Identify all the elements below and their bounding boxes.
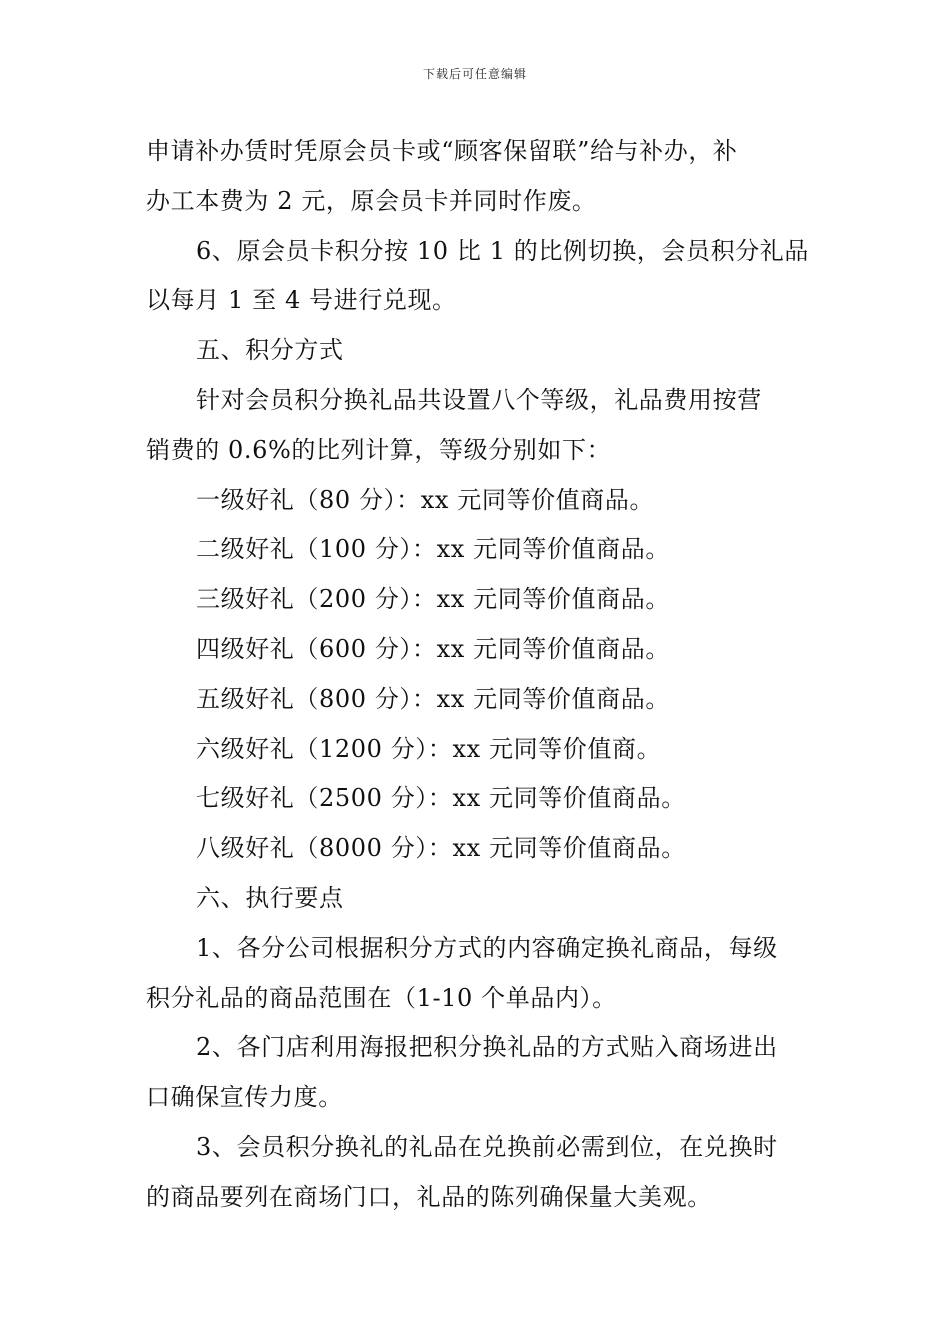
text-line: 销费的 0.6%的比列计算，等级分别如下： — [146, 435, 612, 464]
text-line: 办工本费为 2 元，原会员卡并同时作废。 — [146, 186, 597, 215]
text-line: 口确保宣传力度。 — [146, 1083, 343, 1112]
text-line: 6、原会员卡积分按 10 比 1 的比例切换，会员积分礼品 — [196, 236, 809, 265]
document-body — [146, 127, 811, 1223]
text-line: 六、执行要点 — [196, 883, 344, 912]
text-line: 七级好礼（2500 分）：xx 元同等价值商品。 — [196, 784, 686, 813]
text-line: 三级好礼（200 分）：xx 元同等价值商品。 — [196, 585, 670, 614]
text-line: 1、各分公司根据积分方式的内容确定换礼商品，每级 — [196, 933, 778, 962]
text-line: 2、各门店利用海报把积分换礼品的方式贴入商场进出 — [196, 1033, 778, 1062]
text-line: 五、积分方式 — [196, 336, 344, 365]
text-line: 二级好礼（100 分）：xx 元同等价值商品。 — [196, 535, 670, 564]
text-line: 3、会员积分换礼的礼品在兑换前必需到位，在兑换时 — [196, 1132, 778, 1161]
text-line: 的商品要列在商场门口，礼品的陈列确保量大美观。 — [146, 1182, 712, 1211]
text-line: 五级好礼（800 分）：xx 元同等价值商品。 — [196, 684, 670, 713]
page-header: 下载后可任意编辑 — [422, 67, 527, 81]
text-line: 以每月 1 至 4 号进行兑现。 — [146, 286, 457, 315]
text-line: 积分礼品的商品范围在（1-10 个单品内）。 — [146, 983, 617, 1012]
text-line: 八级好礼（8000 分）：xx 元同等价值商品。 — [196, 834, 686, 863]
text-line: 针对会员积分换礼品共设置八个等级，礼品费用按营 — [196, 385, 762, 414]
text-line: 一级好礼（80 分）：xx 元同等价值商品。 — [196, 485, 655, 514]
text-line: 六级好礼（1200 分）：xx 元同等价值商。 — [196, 734, 662, 763]
text-line: 申请补办赁时凭原会员卡或“顾客保留联”给与补办，补 — [146, 137, 738, 165]
text-line: 四级好礼（600 分）：xx 元同等价值商品。 — [196, 634, 670, 663]
